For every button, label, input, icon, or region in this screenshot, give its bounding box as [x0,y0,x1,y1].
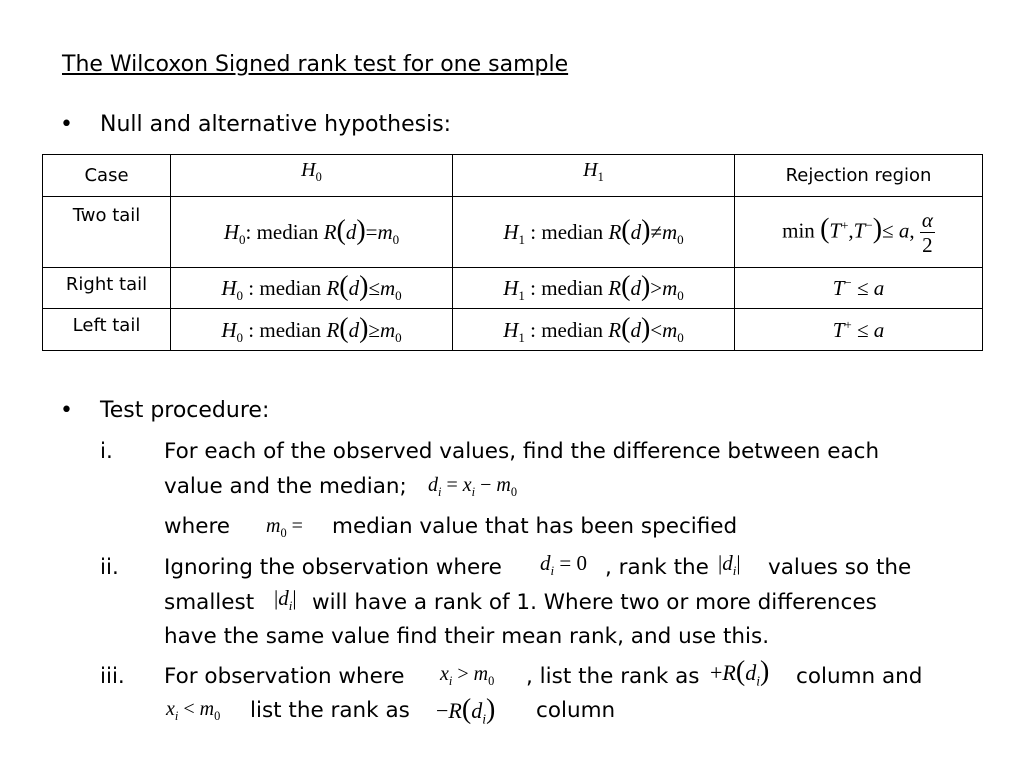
where-label: where [164,514,231,539]
step-number: i. [100,439,113,464]
step-text: For observation where [164,664,405,689]
header-h0: $H_0$ [171,155,453,197]
formula-abs-di: $|d_i|$ [274,586,297,614]
step-number: iii. [100,664,125,689]
step-text: column and [796,664,923,689]
step-text: smallest [164,590,255,615]
formula-plus-rank: $+R(d_i)$ [710,656,770,689]
h1-two-tail: $H_1$ : median $R(d)\ne m_0$ [453,197,735,268]
rejection-left-tail: T+ ≤ a [735,309,983,351]
step-text: have the same value find their mean rank, and use this. [164,624,770,649]
step-text: , rank the [605,555,709,580]
header-case: Case [43,155,171,197]
table-row [43,197,983,268]
h0-left-tail: $H_0$ : median $R(d)\ge m_0$ [171,309,453,351]
h1-left-tail: $H_1$ : median $R(d)<m_0$ [453,309,735,351]
bullet-dot: • [60,112,73,137]
header-h1: $H_1$ [453,155,735,197]
page-title: The Wilcoxon Signed rank test for one sample [62,52,569,77]
formula-xi-lt-m0: $x_i < m_0$ [166,698,221,723]
step-text: For each of the observed values, find the difference between each [164,439,880,464]
formula-xi-gt-m0: $x_i > m_0$ [440,663,495,688]
hypothesis-table [42,154,983,351]
bullet-dot: • [60,398,73,423]
step-number: ii. [100,555,119,580]
table-header-row [43,155,983,197]
case-left-tail: Left tail [43,309,171,351]
step-text: value and the median; [164,474,407,499]
formula-m0: $m_0$ = [266,515,303,540]
step-text: column [536,698,616,723]
rejection-two-tail: min (T+,T−)≤ a, $\frac{\alpha}{2}$ [735,197,983,268]
step-text: median value that has been specified [332,514,738,539]
bullet-hypothesis-text: Null and alternative hypothesis: [100,112,452,137]
rejection-right-tail: T− ≤ a [735,268,983,309]
formula-abs-di: $|d_i|$ [718,551,741,579]
header-rejection: Rejection region [735,155,983,197]
table-row [43,309,983,351]
formula-di-zero: $d_i = 0$ [540,551,587,579]
step-text: values so the [768,555,912,580]
step-text: Ignoring the observation where [164,555,502,580]
formula-di: $d_i = x_i - m_0$ [428,474,518,499]
case-right-tail: Right tail [43,268,171,309]
table-row [43,268,983,309]
bullet-procedure-text: Test procedure: [100,398,270,423]
case-two-tail: Two tail [43,197,171,268]
h0-right-tail: $H_0$ : median $R(d)\le m_0$ [171,268,453,309]
step-text: will have a rank of 1. Where two or more differences [312,590,877,615]
step-text: , list the rank as [526,664,700,689]
h1-right-tail: $H_1$ : median $R(d)>m_0$ [453,268,735,309]
step-text: list the rank as [250,698,410,723]
formula-minus-rank: $-R(d_i)$ [436,694,496,727]
h0-two-tail: $H_0$: median $R(d)=m_0$ [171,197,453,268]
